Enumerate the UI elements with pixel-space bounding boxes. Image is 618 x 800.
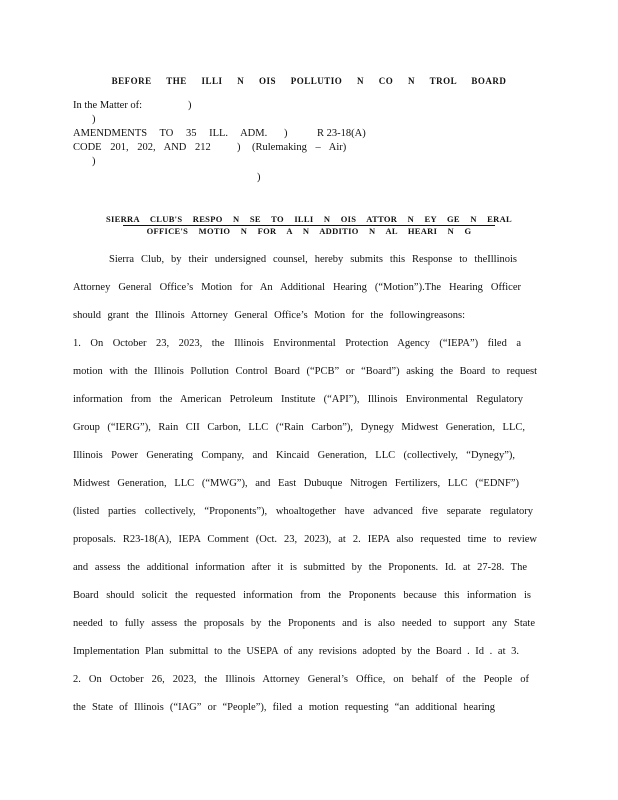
body-line: information from the American Petroleum Institute (“API”), Illinois Environmental Regulatory (73, 394, 523, 405)
caption-code: CODE 201, 202, AND 212 (73, 142, 211, 153)
body-line: Board should solicit the requested information from the Proponents because this information is (73, 590, 531, 601)
caption-docket-number: R 23-18(A) (317, 128, 366, 139)
body-line: needed to fully assess the proposals by the Proponents and is also needed to support any State (73, 618, 535, 629)
body-line: should grant the Illinois Attorney General Office’s Motion for the followingreasons: (73, 310, 465, 321)
caption-bracket: ) (284, 128, 288, 139)
body-line: Midwest Generation, LLC (“MWG”), and East Dubuque Nitrogen Fertilizers, LLC (“EDNF”) (73, 478, 519, 489)
document-title: BEFORE THE ILLI N OIS POLLUTIO N CO N TROL BOARD (111, 76, 507, 86)
body-line: Attorney General Office’s Motion for An Additional Hearing (“Motion”).The Hearing Officer (73, 282, 521, 293)
caption-bracket: ) (92, 114, 96, 125)
caption-bracket: ) (237, 142, 241, 153)
caption-amendments: AMENDMENTS TO 35 ILL. ADM. (73, 128, 268, 139)
body-line: proposals. R23-18(A), IEPA Comment (Oct. 23, 2023), at 2. IEPA also requested time to review (73, 534, 537, 545)
body-line: the State of Illinois (“IAG” or “People”), filed a motion requesting “an additional hearing (73, 702, 495, 713)
body-line: (listed parties collectively, “Proponents”), whoaltogether have advanced five separate regulatory (73, 506, 533, 517)
body-line: Implementation Plan submittal to the USEPA of any revisions adopted by the Board . Id . at 3. (73, 646, 519, 657)
body-line: 2. On October 26, 2023, the Illinois Attorney General’s Office, on behalf of the People of (73, 674, 529, 685)
body-line: Illinois Power Generating Company, and Kincaid Generation, LLC (collectively, “Dynegy”), (73, 450, 515, 461)
caption-rulemaking: (Rulemaking – Air) (252, 142, 347, 153)
response-heading-line-1: SIERRA CLUB'S RESPO N SE TO ILLI N OIS ATTOR N EY GE N ERAL (105, 214, 513, 224)
body-line: and assess the additional information after it is submitted by the Proponents. Id. at 27-28. The (73, 562, 527, 573)
body-line: Sierra Club, by their undersigned counsel, hereby submits this Response to theIllinois (109, 254, 517, 265)
caption-bracket: ) (92, 156, 96, 167)
body-line: 1. On October 23, 2023, the Illinois Environmental Protection Agency (“IEPA”) filed a (73, 338, 521, 349)
caption-bracket: ) (257, 172, 261, 183)
body-line: motion with the Illinois Pollution Control Board (“PCB” or “Board”) asking the Board to request (73, 366, 537, 377)
caption-matter: In the Matter of: (73, 100, 143, 111)
caption-bracket: ) (188, 100, 192, 111)
response-heading-line-2: OFFICE'S MOTIO N FOR A N ADDITIO N AL HEARI N G (146, 226, 472, 236)
body-line: Group (“IERG”), Rain CII Carbon, LLC (“Rain Carbon”), Dynegy Midwest Generation, LLC, (73, 422, 525, 433)
